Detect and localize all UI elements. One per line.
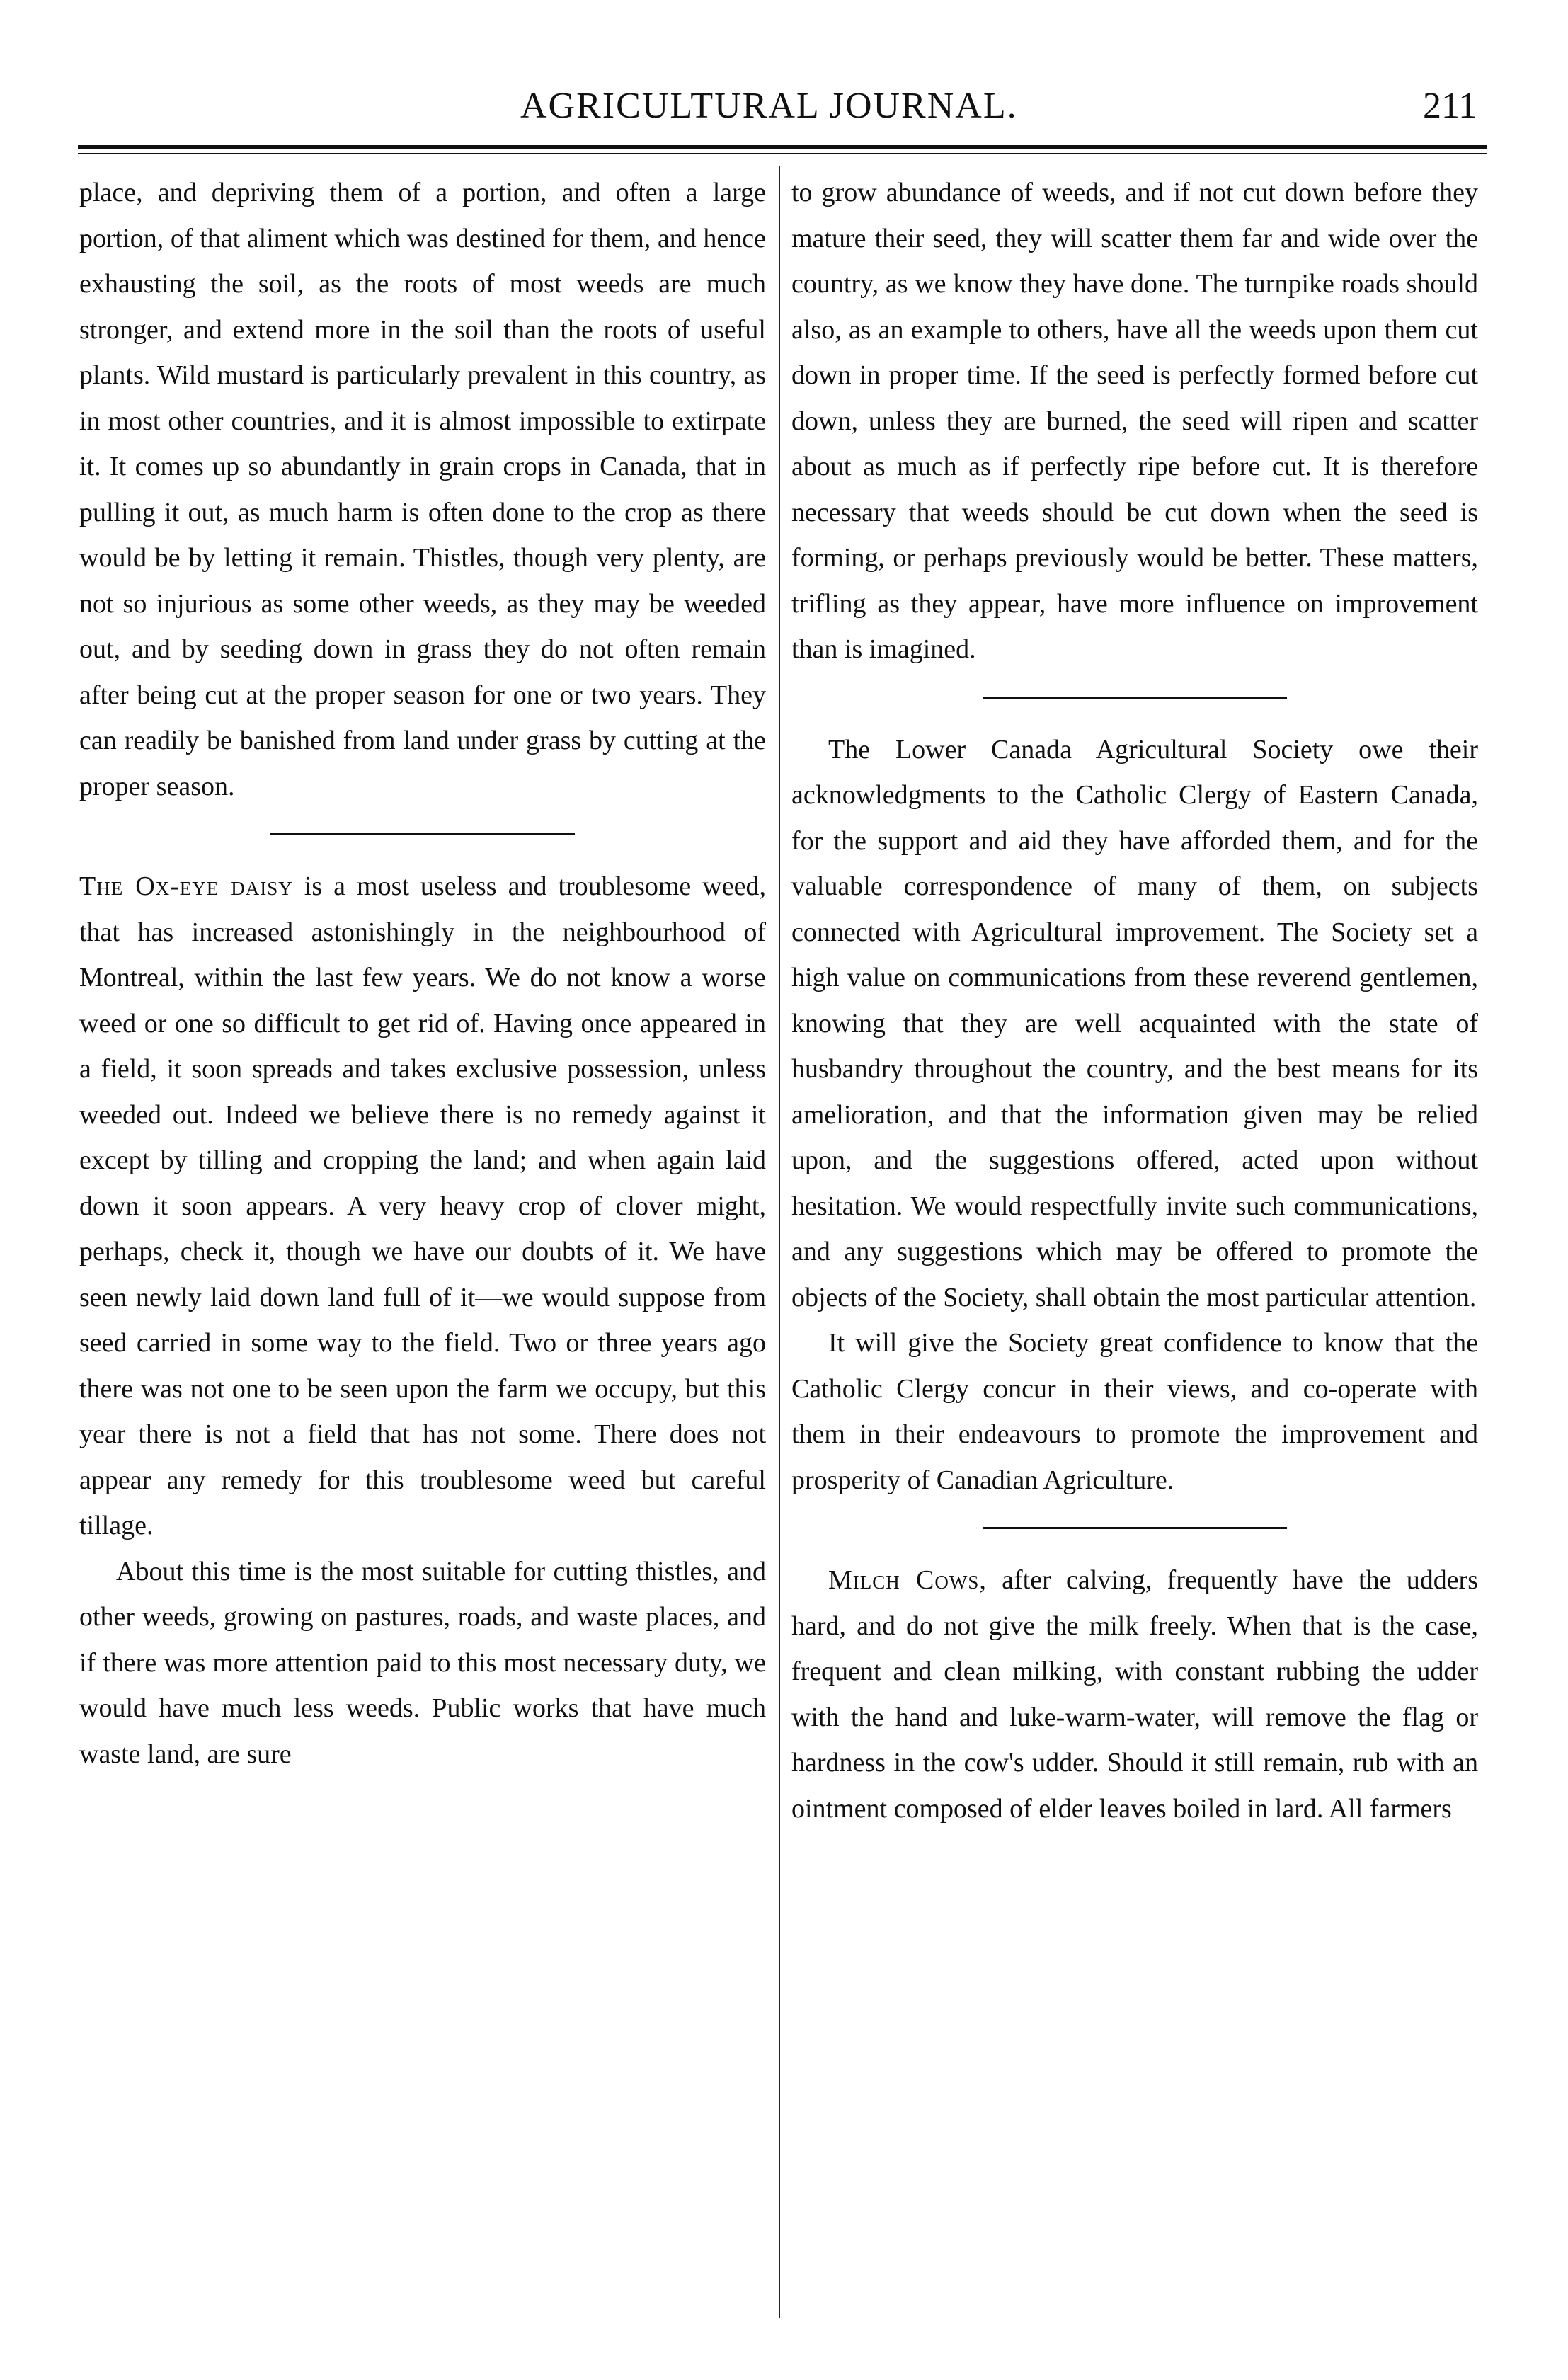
paragraph-lower-canada-society: The Lower Canada Agricultural Society owe their acknowledgments to the Catholic Clergy of Eastern Canada, for the support and aid they have afforded them, and for the valuable correspondence of many of them, on subjects connected with Agricultural improvement. The Society set a high value on communications from these reverend gentlemen, knowing that they are well acquainted with the state of husbandry throughout the country, and the best means for its amelioration, and that the information given may be relied upon, and the suggestions offered, acted upon without hesitation. We would respectfully invite such communications, and any suggestions which may be offered to promote the objects of the Society, shall obtain the most particular attention. <box>791 734 1478 1312</box>
column-divider <box>779 166 780 2318</box>
milch-cows-text: after calving, frequently have the udders hard, and do not give the milk freely. When that is the case, frequent and clean milking, with constant rubbing the udder with the hand and luke-warm-water, will remove the flag or hardness in the cow's udder. Should it still remain, rub with an ointment composed of elder leaves boiled in lard. All farmers <box>791 1565 1478 1824</box>
milch-cows-lead: Milch Cows, <box>828 1565 987 1595</box>
header-rule-thick <box>78 145 1487 149</box>
journal-title: AGRICULTURAL JOURNAL. <box>520 86 1018 126</box>
paragraph-milch-cows <box>791 1557 1478 1831</box>
paragraph-weeds-roads: to grow abundance of weeds, and if not cut down before they mature their seed, they will scatter them far and wide over the country, as we know they have done. The turnpike roads should also, as an example to others, have all the weeds upon them cut down in proper time. If the seed is perfectly formed before cut down, unless they are burned, the seed will ripen and scatter about as much as if perfectly ripe before cut. It is therefore necessary that weeds should be cut down when the seed is forming, or perhaps previously would be better. These matters, trifling as they appear, have more influence on improvement than is imagined. <box>791 178 1478 664</box>
page-number: 211 <box>1423 86 1477 126</box>
section-divider <box>270 833 575 835</box>
section-divider <box>983 1527 1287 1529</box>
section-divider <box>983 697 1287 699</box>
ox-eye-daisy-text: is a most useless and troublesome weed, that has increased astonishingly in the neighbourhood of Montreal, within the last few years. We do not know a worse weed or one so difficult to get rid of. Having once appeared in a field, it soon spreads and takes exclusive possession, unless weeded out. Indeed we believe there is no remedy against it except by tilling and cropping the land; and when again laid down it soon appears. A very heavy crop of clover might, perhaps, check it, though we have our doubts of it. We have seen newly laid down land full of it—we would suppose from seed carried in some way to the field. Two or three years ago there was not one to be seen upon the farm we occupy, but this year there is not a field that has not some. There does not appear any remedy for this troublesome weed but careful tillage. <box>79 871 766 1540</box>
paragraph-weeds-continued: place, and depriving them of a portion, and often a large portion, of that aliment which was destined for them, and hence exhausting the soil, as the roots of most weeds are much stronger, and extend more in the soil than the roots of useful plants. Wild mustard is particularly prevalent in this country, as in most other countries, and it is almost impossible to extirpate it. It comes up so abundantly in grain crops in Canada, that in pulling it out, as much harm is often done to the crop as there would be by letting it remain. Thistles, though very plenty, are not so injurious as some other weeds, as they may be weeded out, and by seeding down in grass they do not often remain after being cut at the proper season for one or two years. They can readily be banished from land under grass by cutting at the proper season. <box>79 178 766 801</box>
running-head <box>0 85 1568 142</box>
paragraph-ox-eye-daisy <box>79 864 766 1549</box>
paragraph-cutting-thistles: About this time is the most suitable for cutting thistles, and other weeds, growing on pastures, roads, and waste places, and if there was more attention paid to this most necessary duty, we would have much less weeds. Public works that have much waste land, are sure <box>79 1556 766 1769</box>
header-rule-thin <box>78 153 1487 154</box>
ox-eye-daisy-lead: The Ox-eye daisy <box>79 871 293 901</box>
paragraph-catholic-clergy: It will give the Society great confidence to know that the Catholic Clergy concur in their views, and co-operate with them in their endeavours to promote the improvement and prosperity of Canadian Agriculture. <box>791 1328 1478 1495</box>
left-column <box>79 170 766 2301</box>
right-column <box>791 170 1478 2301</box>
